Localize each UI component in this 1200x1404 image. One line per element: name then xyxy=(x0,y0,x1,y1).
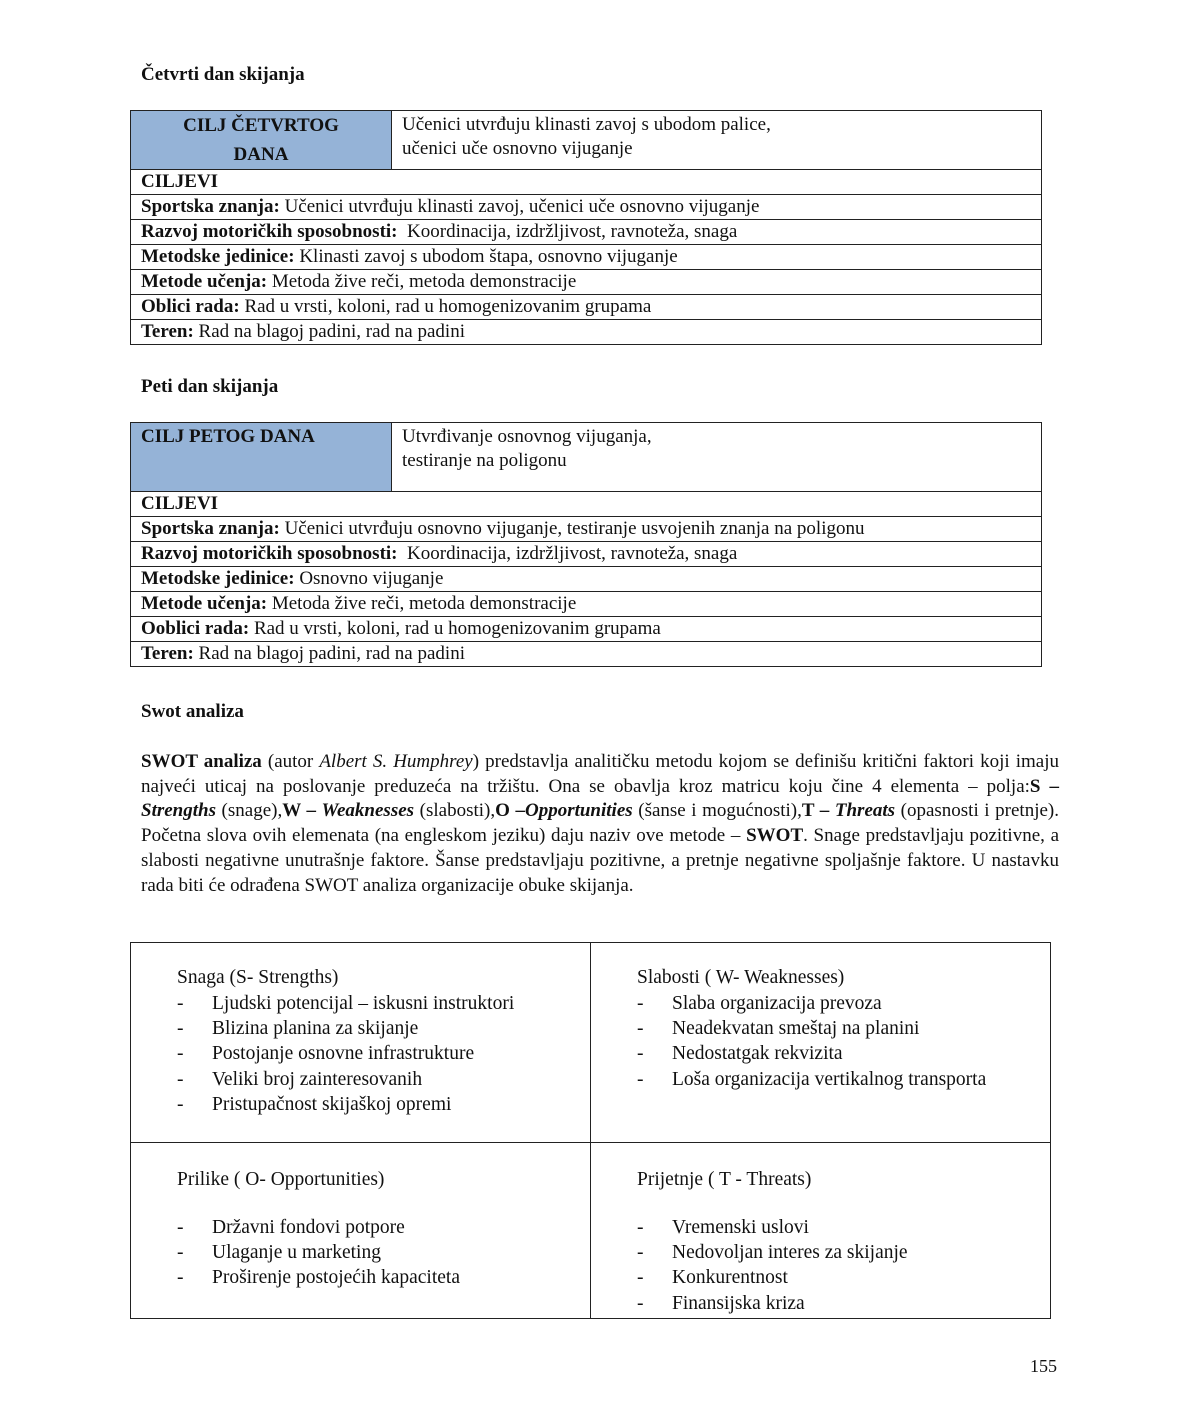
swot-weaknesses-cell xyxy=(591,943,1051,1143)
day4-row: Oblici rada: Rad u vrsti, koloni, rad u homogenizovanim grupama xyxy=(131,295,1042,320)
swot-threats-list xyxy=(637,1215,1050,1316)
day4-goal-text xyxy=(392,111,1042,170)
day5-goal-text-line2: testiranje na poligonu xyxy=(402,450,567,471)
day5-goal-text-line1: Utvrđivanje osnovnog vijuganja, xyxy=(402,426,652,447)
page-number: 155 xyxy=(1030,1356,1057,1376)
day4-row: Metodske jedinice: Klinasti zavoj s ubodom štapa, osnovno vijuganje xyxy=(131,245,1042,270)
day5-goal-label-text: CILJ PETOG DANA xyxy=(141,426,315,447)
list-item: - Ljudski potencijal – iskusni instruktori xyxy=(177,991,590,1016)
day5-row: Ooblici rada: Rad u vrsti, koloni, rad u homogenizovanim grupama xyxy=(131,617,1042,642)
list-item: - Neadekvatan smeštaj na planini xyxy=(637,1016,1050,1041)
swot-strengths-list xyxy=(177,991,590,1117)
day4-row: Razvoj motoričkih sposobnosti: Koordinacija, izdržljivost, ravnoteža, snaga xyxy=(131,220,1042,245)
swot-threats-title: Prijetnje ( T - Threats) xyxy=(637,1169,812,1190)
day4-row: Metode učenja: Metoda žive reči, metoda demonstracije xyxy=(131,270,1042,295)
list-item: - Pristupačnost skijaškoj opremi xyxy=(177,1092,590,1117)
swot-weaknesses-list xyxy=(637,991,1050,1092)
day5-row: Metode učenja: Metoda žive reči, metoda demonstracije xyxy=(131,592,1042,617)
list-item: - Veliki broj zainteresovanih xyxy=(177,1067,590,1092)
day4-heading: Četvrti dan skijanja xyxy=(141,64,305,85)
swot-weaknesses-title: Slabosti ( W- Weaknesses) xyxy=(637,967,845,988)
day4-ciljevi: CILJEVI xyxy=(131,170,1042,195)
day4-goal-text-line1: Učenici utvrđuju klinasti zavoj s ubodom palice, xyxy=(402,114,771,135)
swot-heading: Swot analiza xyxy=(141,701,244,722)
day4-goal-text-line2: učenici uče osnovno vijuganje xyxy=(402,138,633,159)
list-item: - Proširenje postojećih kapaciteta xyxy=(177,1265,590,1290)
day4-row: Sportska znanja: Učenici utvrđuju klinasti zavoj, učenici uče osnovno vijuganje xyxy=(131,195,1042,220)
day5-row: Metodske jedinice: Osnovno vijuganje xyxy=(131,567,1042,592)
day5-row: Razvoj motoričkih sposobnosti: Koordinacija, izdržljivost, ravnoteža, snaga xyxy=(131,542,1042,567)
swot-matrix xyxy=(130,942,1051,1319)
list-item: - Loša organizacija vertikalnog transporta xyxy=(637,1067,1050,1092)
day5-row: Sportska znanja: Učenici utvrđuju osnovno vijuganje, testiranje usvojenih znanja na poligonu xyxy=(131,517,1042,542)
list-item: - Ulaganje u marketing xyxy=(177,1240,590,1265)
swot-strengths-title: Snaga (S- Strengths) xyxy=(177,967,339,988)
list-item: - Slaba organizacija prevoza xyxy=(637,991,1050,1016)
day5-ciljevi: CILJEVI xyxy=(131,492,1042,517)
day4-goal-label-line2: DANA xyxy=(233,144,289,165)
day5-heading: Peti dan skijanja xyxy=(141,376,279,397)
swot-opportunities-title: Prilike ( O- Opportunities) xyxy=(177,1169,385,1190)
list-item: - Vremenski uslovi xyxy=(637,1215,1050,1240)
list-item: - Konkurentnost xyxy=(637,1265,1050,1290)
swot-opportunities-list xyxy=(177,1215,590,1291)
list-item: - Nedovoljan interes za skijanje xyxy=(637,1240,1050,1265)
list-item: - Nedostatgak rekvizita xyxy=(637,1041,1050,1066)
list-item: - Finansijska kriza xyxy=(637,1291,1050,1316)
list-item: - Postojanje osnovne infrastrukture xyxy=(177,1041,590,1066)
day5-goal-text xyxy=(392,423,1042,492)
list-item: - Blizina planina za skijanje xyxy=(177,1016,590,1041)
day4-table xyxy=(130,110,1042,345)
swot-strengths-cell xyxy=(131,943,591,1143)
day5-table xyxy=(130,422,1042,667)
swot-threats-cell xyxy=(591,1143,1051,1319)
day4-row: Teren: Rad na blagoj padini, rad na padini xyxy=(131,320,1042,345)
day5-goal-label xyxy=(131,423,392,492)
swot-paragraph: SWOT analiza (autor Albert S. Humphrey) predstavlja analitičku metodu kojom se definišu kritični faktori koji imaju najveći uticaj na poslovanje preduzeća na tržištu. Ona se obavlja kroz matricu koju čine 4 elementa – polja:S – Strengths (snage),W – Weaknesses (slabosti),O –Opportunities (šanse i mogućnosti),T – Threats (opasnosti i pretnje). Početna slova ovih elemenata (na engleskom jeziku) daju naziv ove metode – SWOT. Snage predstavljaju pozitivne, a slabosti negativne unutrašnje faktore. Šanse predstavljaju pozitivne, a pretnje negativne spoljašnje faktore. U nastavku rada biti će odrađena SWOT analiza organizacije obuke skijanja. xyxy=(141,751,1059,896)
day4-goal-label-line1: CILJ ČETVRTOG xyxy=(183,115,339,136)
day5-row: Teren: Rad na blagoj padini, rad na padini xyxy=(131,642,1042,667)
list-item: - Državni fondovi potpore xyxy=(177,1215,590,1240)
swot-opportunities-cell xyxy=(131,1143,591,1319)
day4-goal-label xyxy=(131,111,392,170)
